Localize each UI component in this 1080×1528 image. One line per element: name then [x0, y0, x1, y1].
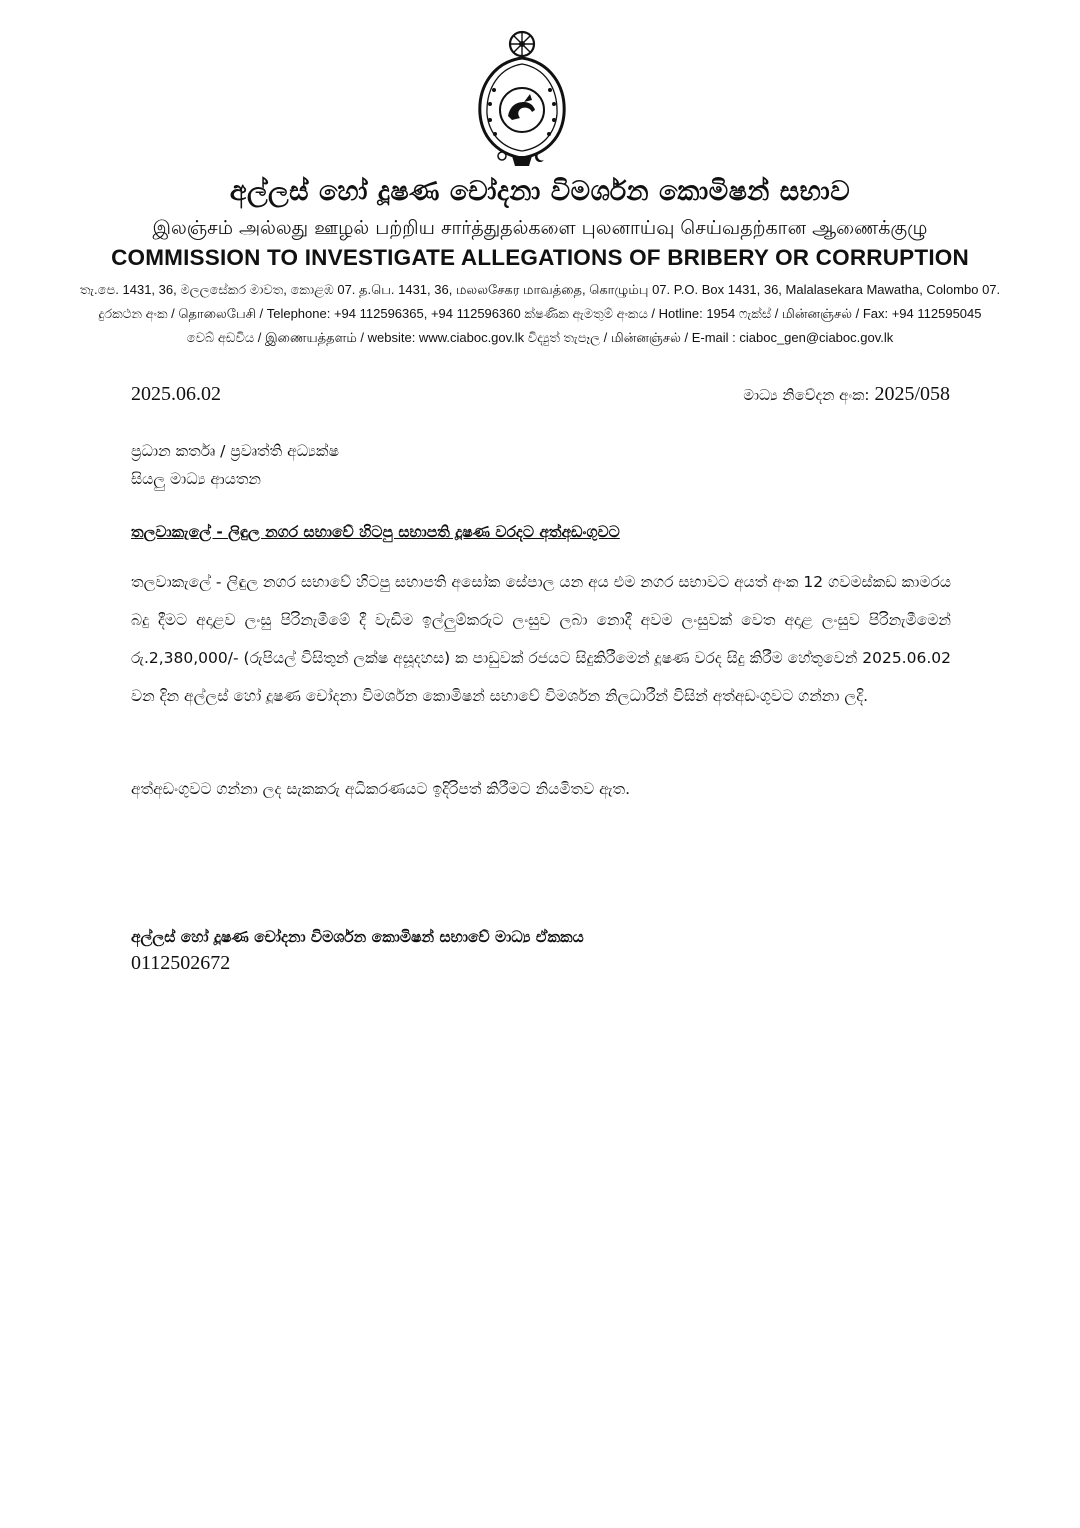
contact-address-line: තැ.පෙ. 1431, 36, මලලසේකර මාවත, කොළඹ 07. த.பெ. 1431, 36, மலலசேகர மாவத்தை, கொழும்பு 07. P.O. Box 1431, 36, Malalasekara Mawatha, Colombo 07. — [79, 282, 1001, 297]
release-number-block — [743, 383, 950, 406]
release-number-label: මාධ්‍ය නිවේදන අංක: — [743, 386, 870, 404]
media-unit-phone: 0112502672 — [131, 952, 231, 974]
contact-phone-line: දුරකථන අංක / தொலைபேசி / Telephone: +94 112596365, +94 112596360 ක්ෂණික ඇමතුම් අංකය / Hotline: 1954 ෆැක්ස් / மின்னஞ்சல் / Fax: +94 112595045 — [98, 306, 982, 321]
addressee-line-2: සියලු මාධ්‍ය ආයතන — [131, 470, 262, 488]
commission-title-english: COMMISSION TO INVESTIGATE ALLEGATIONS OF BRIBERY OR CORRUPTION — [111, 245, 969, 270]
commission-title-sinhala: අල්ලස් හෝ දූෂණ චෝදනා විමර්ශන කොමිෂන් සභාව — [229, 176, 851, 207]
contact-web-line: වෙබ් අඩවිය / இணையத்தளம் / website: www.ciaboc.gov.lk විද්‍යුත් තැපෑල / மின்னஞ்சல் / E-mail : ciaboc_gen@ciaboc.gov.lk — [186, 330, 894, 345]
release-number: 2025/058 — [874, 383, 950, 405]
release-heading: තලවාකැලේ - ලිඳුල නගර සභාවේ හිටපු සභාපති දූෂණ වරදට අත්අඩංගුවට — [131, 523, 620, 541]
state-emblem-icon — [472, 28, 572, 170]
commission-title-tamil: இலஞ்சம் அல்லது ஊழல் பற்றிய சார்த்துதல்களை புலனாய்வு செய்வதற்கான ஆணைக்குழு — [152, 217, 928, 239]
release-date: 2025.06.02 — [131, 383, 221, 405]
addressee-line-1: ප්‍රධාන කර්තෘ / ප්‍රවෘත්ති අධ්‍යක්ෂ — [131, 442, 339, 460]
media-unit-signature: අල්ලස් හෝ දූෂණ චෝදනා විමර්ශන කොමිෂන් සභාවේ මාධ්‍ය ඒකකය — [131, 928, 584, 946]
body-paragraph-1: තලවාකැලේ - ලිඳුල නගර සභාවේ හිටපු සභාපති අසෝක සේපාල යන අය එම නගර සභාවට අයත් අංක 12 ගවමස්කඩ කාමරය බදු දීමට අදාළව ලංසු පිරිනැමීමේ දී වැඩිම ඉල්ලුම්කරුට ලංසුව ලබා නොදී අවම ලංසුවක් වෙත අදාළ ලංසුව පිරිනැමීමෙන් රු.2,380,000/- (රුපියල් විසිතුන් ලක්ෂ අසූදහස) ක පාඩුවක් රජයට සිදුකිරීමෙන් දූෂණ වරද සිදු කිරීම හේතුවෙන් 2025.06.02 වන දින අල්ලස් හෝ දූෂණ චෝදනා විමර්ශන කොමිෂන් සභාවේ විමර්ශන නිලධාරීන් විසින් අත්අඩංගුවට ගන්නා ලදි. — [131, 573, 951, 705]
body-paragraph-2: අත්අඩංගුවට ගන්නා ලද සැකකරු අධිකරණයට ඉදිරිපත් කිරීමට නියමිතව ඇත. — [131, 780, 631, 798]
